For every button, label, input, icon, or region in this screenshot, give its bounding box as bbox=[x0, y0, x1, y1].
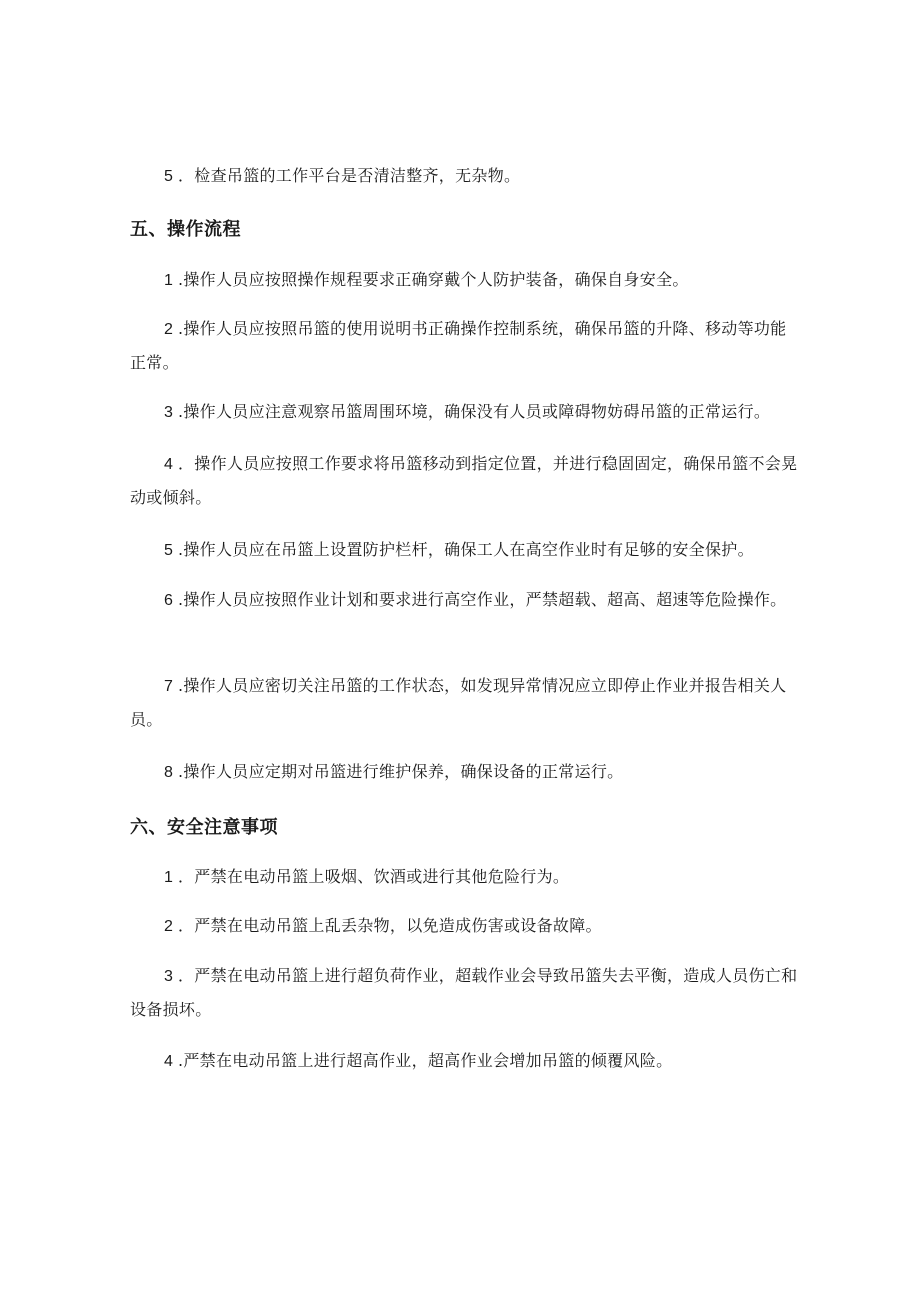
list-item bbox=[130, 669, 800, 736]
item-number: 7 bbox=[164, 678, 174, 695]
list-item bbox=[130, 447, 800, 514]
list-item bbox=[130, 755, 800, 789]
item-number: 4 bbox=[164, 456, 174, 473]
item-text: ．操作人员应按照工作要求将吊篮移动到指定位置，并进行稳固固定，确保吊篮不会晃动或倾斜。 bbox=[130, 454, 798, 507]
list-item bbox=[130, 959, 800, 1026]
list-item bbox=[130, 312, 800, 379]
item-number: 1 bbox=[164, 869, 174, 886]
list-item bbox=[130, 583, 800, 617]
item-text: .操作人员应在吊篮上设置防护栏杆，确保工人在高空作业时有足够的安全保护。 bbox=[178, 540, 754, 559]
list-item bbox=[130, 860, 800, 894]
item-number: 3 bbox=[164, 968, 174, 985]
list-item bbox=[130, 395, 800, 429]
item-text: .操作人员应按照作业计划和要求进行高空作业，严禁超载、超高、超速等危险操作。 bbox=[178, 590, 787, 609]
item-number: 5 bbox=[164, 168, 174, 185]
item-text: ．严禁在电动吊篮上乱丢杂物，以免造成伤害或设备故障。 bbox=[178, 916, 602, 935]
list-item bbox=[130, 159, 800, 193]
item-number: 4 bbox=[164, 1053, 174, 1070]
item-text: ．严禁在电动吊篮上吸烟、饮酒或进行其他危险行为。 bbox=[178, 867, 570, 886]
item-number: 3 bbox=[164, 404, 174, 421]
item-number: 6 bbox=[164, 592, 174, 609]
item-text: .操作人员应按照操作规程要求正确穿戴个人防护装备，确保自身安全。 bbox=[178, 270, 689, 289]
item-text: .操作人员应密切关注吊篮的工作状态，如发现异常情况应立即停止作业并报告相关人员。 bbox=[130, 676, 787, 729]
item-text: .严禁在电动吊篮上进行超高作业，超高作业会增加吊篮的倾覆风险。 bbox=[178, 1051, 673, 1070]
section-heading: 五、操作流程 bbox=[130, 219, 241, 240]
section-heading: 六、安全注意事项 bbox=[130, 817, 278, 838]
list-item bbox=[130, 533, 800, 567]
item-number: 2 bbox=[164, 321, 174, 338]
item-text: .操作人员应按照吊篮的使用说明书正确操作控制系统，确保吊篮的升降、移动等功能正常。 bbox=[130, 319, 787, 372]
item-text: ．检查吊篮的工作平台是否清洁整齐，无杂物。 bbox=[178, 166, 521, 185]
list-item bbox=[130, 1044, 800, 1078]
list-item bbox=[130, 263, 800, 297]
item-number: 1 bbox=[164, 272, 174, 289]
item-text: .操作人员应注意观察吊篮周围环境，确保没有人员或障碍物妨碍吊篮的正常运行。 bbox=[178, 402, 771, 421]
item-number: 8 bbox=[164, 764, 174, 781]
item-text: ．严禁在电动吊篮上进行超负荷作业，超载作业会导致吊篮失去平衡，造成人员伤亡和设备损坏。 bbox=[130, 966, 798, 1019]
list-item bbox=[130, 909, 800, 943]
item-number: 5 bbox=[164, 542, 174, 559]
item-number: 2 bbox=[164, 918, 174, 935]
item-text: .操作人员应定期对吊篮进行维护保养，确保设备的正常运行。 bbox=[178, 762, 624, 781]
